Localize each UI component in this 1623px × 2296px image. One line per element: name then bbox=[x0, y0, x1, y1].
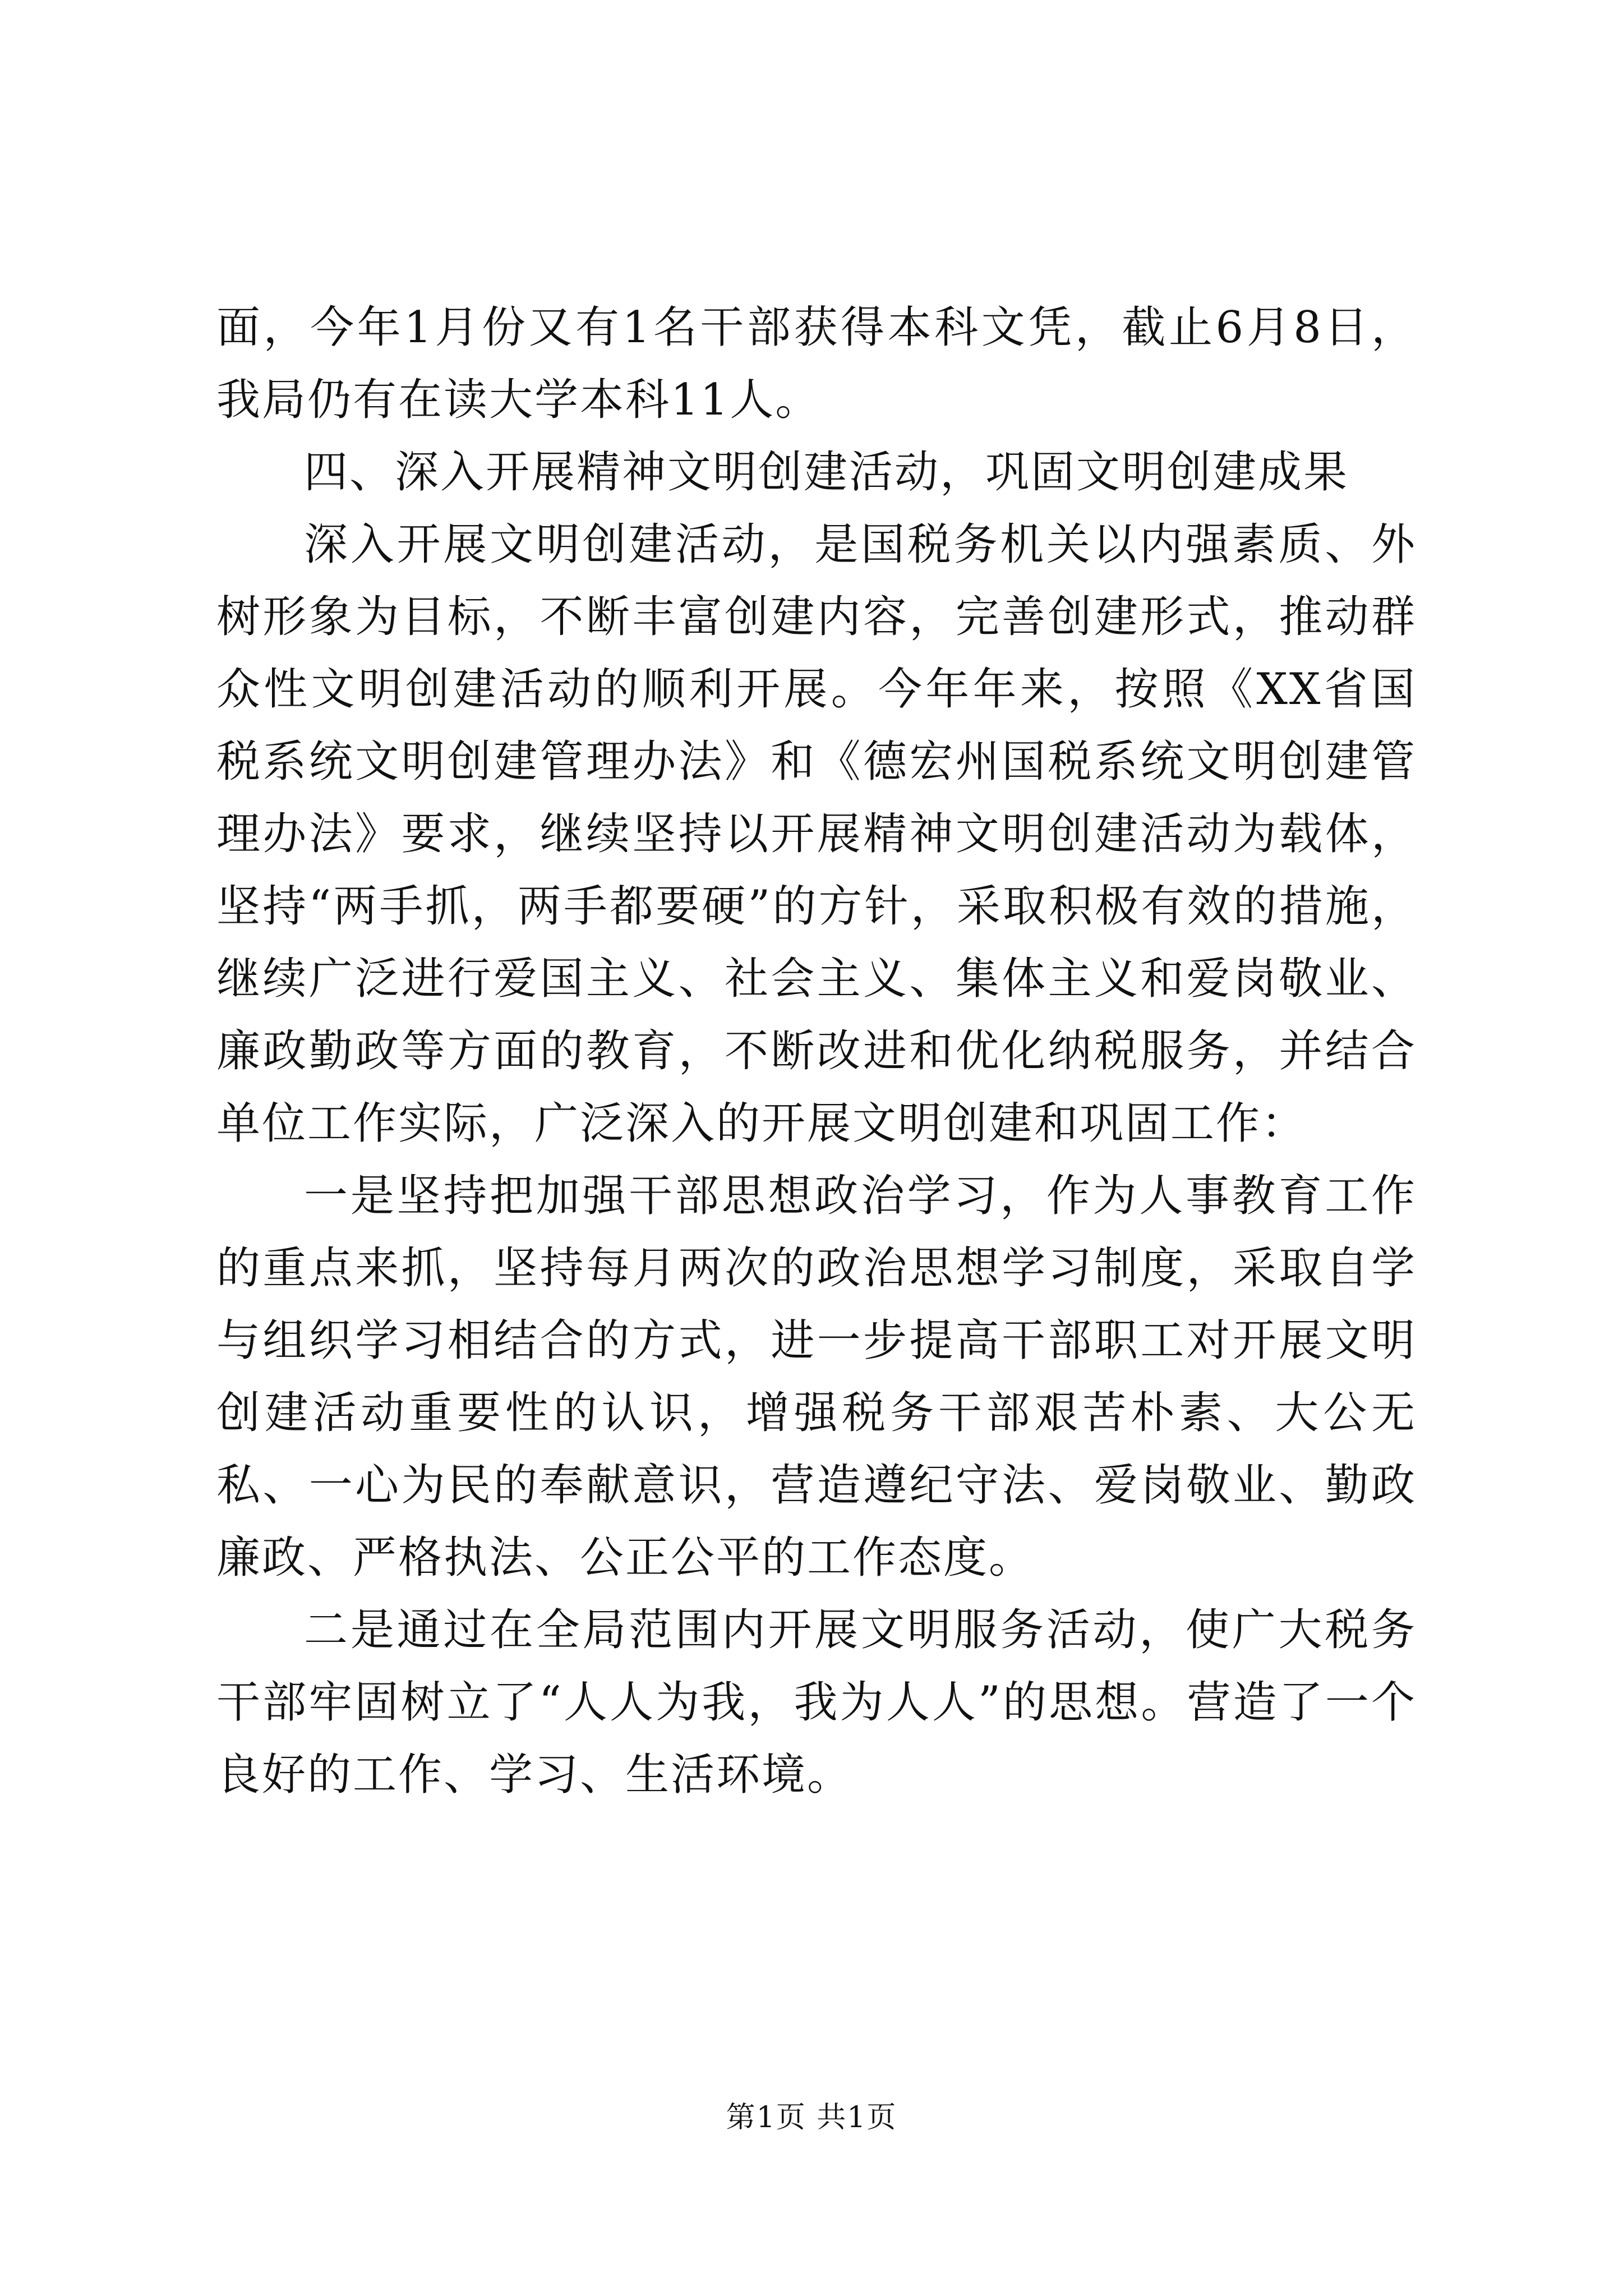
section-heading: 四、深入开展精神文明创建活动，巩固文明创建成果 bbox=[304, 447, 1349, 498]
page-footer: 第1页 共1页 bbox=[726, 2101, 897, 2134]
paragraph-continuation: 面，今年1月份又有1名干部获得本科文凭，截止6月8日，我局仍有在读大学本科11人。 bbox=[216, 302, 1417, 425]
paragraph-intro: 深入开展文明创建活动，是国税务机关以内强素质、外树形象为目标，不断丰富创建内容，完善创建形式，推动群众性文明创建活动的顺利开展。今年年来，按照《XX省国税系统文明创建管理办法》和《德宏州国税系统文明创建管理办法》要求，继续坚持以开展精神文明创建活动为载体，坚持“两手抓，两手都要硬”的方针，采取积极有效的措施，继续广泛进行爱国主义、社会主义、集体主义和爱岗敬业、廉政勤政等方面的教育，不断改进和优化纳税服务，并结合单位工作实际，广泛深入的开展文明创建和巩固工作： bbox=[216, 519, 1417, 1149]
paragraph-point-one: 一是坚持把加强干部思想政治学习，作为人事教育工作的重点来抓，坚持每月两次的政治思想学习制度，采取自学与组织学习相结合的方式，进一步提高干部职工对开展文明创建活动重要性的认识，增强税务干部艰苦朴素、大公无私、一心为民的奉献意识，营造遵纪守法、爱岗敬业、勤政廉政、严格执法、公正公平的工作态度。 bbox=[216, 1171, 1417, 1583]
document-body bbox=[216, 292, 1417, 1811]
paragraph-point-two: 二是通过在全局范围内开展文明服务活动，使广大税务干部牢固树立了“人人为我，我为人人”的思想。营造了一个良好的工作、学习、生活环境。 bbox=[216, 1605, 1417, 1800]
